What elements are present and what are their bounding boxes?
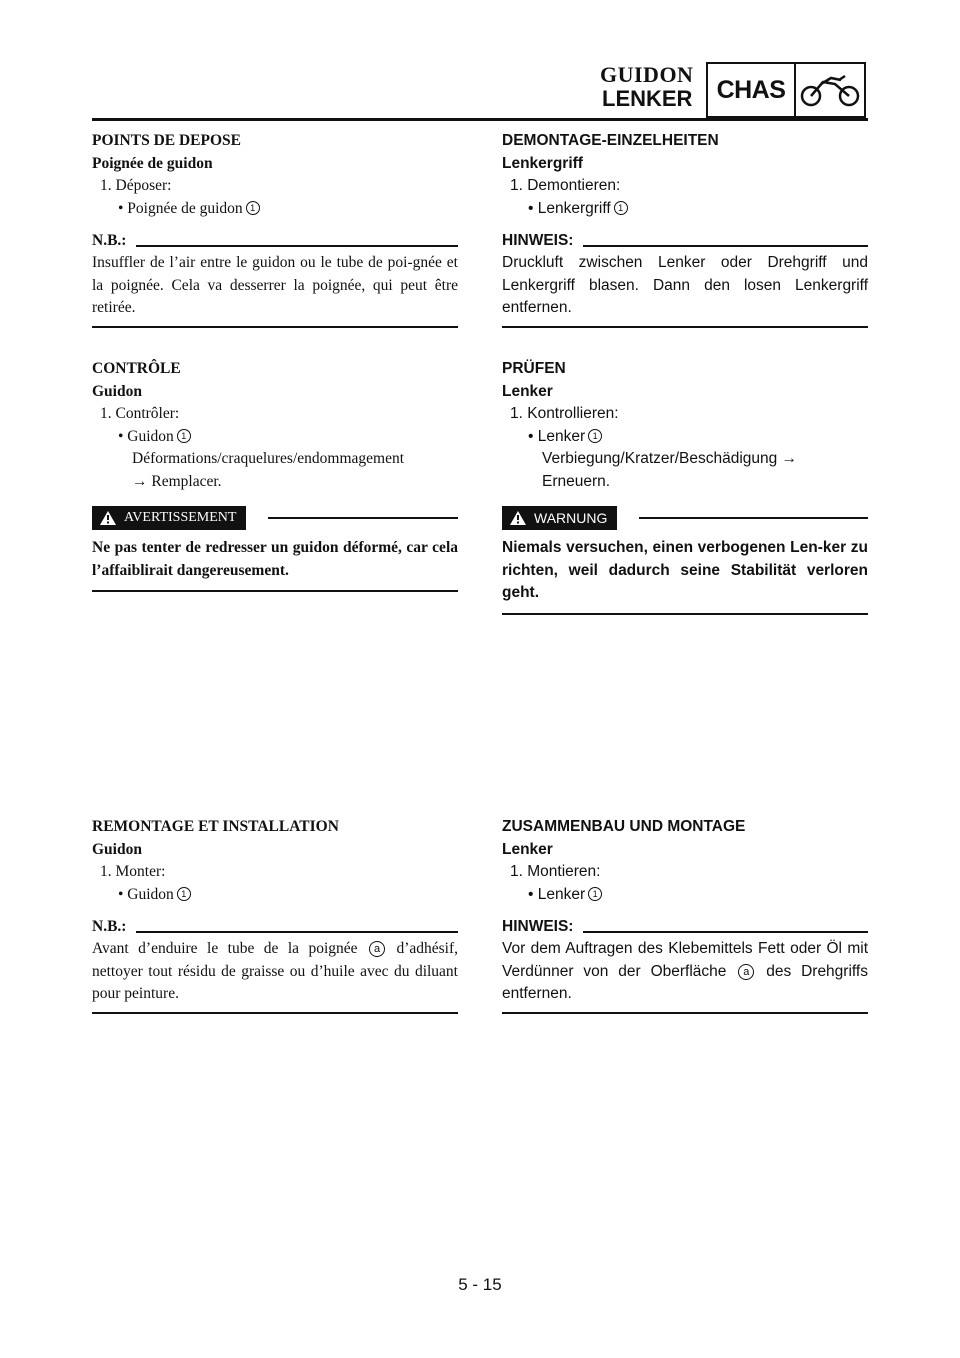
de-note-text: Druckluft zwischen Lenker oder Drehgriff und Lenkergriff blasen. Dann den losen Lenkergriff entfernen.: [502, 254, 868, 316]
warning-triangle-icon: [100, 511, 116, 525]
de-install-item: [502, 884, 868, 907]
ref-marker-a: a: [369, 941, 385, 957]
fr-check-section: [92, 358, 458, 592]
de-check-detail: Verbiegung/Kratzer/Beschädigung →: [542, 450, 798, 467]
header-title-de: LENKER: [602, 86, 693, 111]
header-title-fr: GUIDON: [600, 62, 694, 87]
de-removal-item: [502, 198, 868, 221]
fr-removal-section: [92, 130, 458, 328]
ref-marker-1: 1: [588, 429, 602, 443]
de-removal-section: [502, 130, 868, 328]
de-install-step: 1. Montieren:: [510, 863, 601, 880]
de-check-sub: Lenker: [502, 382, 553, 400]
ref-marker-1: 1: [588, 887, 602, 901]
ref-marker-1: 1: [246, 201, 260, 215]
de-note-header: [502, 230, 868, 252]
fr-note2-header: [92, 916, 458, 938]
fr-check-item: [92, 426, 458, 449]
fr-note-header: [92, 230, 458, 252]
de-removal-item-text: • Lenkergriff: [528, 199, 611, 217]
de-warning-header: [502, 505, 868, 531]
fr-check-heading: CONTRÔLE: [92, 360, 181, 377]
de-removal-heading: DEMONTAGE-EINZELHEITEN: [502, 132, 719, 149]
warning-triangle-icon: [510, 511, 526, 525]
de-check-item: [502, 426, 868, 449]
fr-warning-badge: [92, 506, 246, 530]
de-install-heading: ZUSAMMENBAU UND MONTAGE: [502, 818, 746, 835]
de-note2-label: HINWEIS:: [502, 917, 574, 935]
fr-check-item-text: • Guidon: [118, 427, 174, 445]
fr-warning-label: AVERTISSEMENT: [124, 509, 237, 525]
ref-marker-1: 1: [177, 429, 191, 443]
fr-install-sub: Guidon: [92, 840, 142, 858]
ref-marker-1: 1: [614, 201, 628, 215]
de-note2-text-1: Vor dem Auftragen des Klebemittels Fett oder Öl mit Verdünner von der Oberfläche: [502, 940, 868, 980]
fr-note2-text-1: Avant d’enduire le tube de la poignée: [92, 940, 358, 957]
de-note2-text-2: des Drehgriffs entfernen.: [502, 962, 868, 1002]
section-code: CHAS: [708, 64, 796, 116]
fr-note2-end-rule: [92, 1012, 458, 1014]
de-warning-end-rule: [502, 613, 868, 615]
fr-removal-item: [92, 198, 458, 221]
de-removal-sub: Lenkergriff: [502, 154, 583, 172]
de-warning-text: Niemals versuchen, einen verbogenen Len-ker zu richten, weil dadurch seine Stabilität verloren geht.: [502, 539, 868, 601]
fr-removal-heading: POINTS DE DEPOSE: [92, 132, 242, 149]
page-number: 5 - 15: [458, 1275, 502, 1294]
fr-note2-text-2: d’adhésif, nettoyer tout résidu de graisse ou d’huile avec du diluant pour peinture.: [92, 940, 459, 1002]
fr-install-heading: REMONTAGE ET INSTALLATION: [92, 818, 339, 835]
de-check-action: Erneuern.: [542, 472, 611, 490]
fr-warning-header: [92, 505, 458, 531]
fr-check-action: → Remplacer.: [132, 472, 222, 490]
fr-removal-step: 1. Déposer:: [100, 177, 172, 194]
fr-note-end-rule: [92, 326, 458, 328]
fr-install-item-text: • Guidon: [118, 885, 174, 903]
de-note-label: HINWEIS:: [502, 231, 574, 249]
fr-check-sub: Guidon: [92, 382, 142, 400]
ref-marker-a: a: [738, 964, 754, 980]
de-install-item-text: • Lenker: [528, 885, 586, 903]
de-note2-text: [502, 938, 868, 1006]
de-install-sub: Lenker: [502, 840, 553, 858]
de-check-heading: PRÜFEN: [502, 360, 566, 377]
fr-note-label: N.B.:: [92, 231, 127, 249]
de-note-end-rule: [502, 326, 868, 328]
fr-note-text: Insuffler de l’air entre le guidon ou le tube de poi-gnée et la poignée. Cela va desserrer la poignée, qui peut être retirée.: [92, 254, 458, 316]
fr-note2-text: [92, 938, 458, 1006]
de-removal-step: 1. Demontieren:: [510, 177, 621, 194]
de-check-item-text: • Lenker: [528, 427, 586, 445]
de-check-section: [502, 358, 868, 615]
fr-check-step: 1. Contrôler:: [100, 405, 180, 422]
header-rule: [92, 118, 868, 121]
fr-removal-sub: Poignée de guidon: [92, 154, 213, 172]
fr-warning-end-rule: [92, 590, 458, 592]
de-check-step: 1. Kontrollieren:: [510, 405, 619, 422]
fr-install-step: 1. Monter:: [100, 863, 166, 880]
section-badge: [706, 62, 866, 118]
de-note2-header: [502, 916, 868, 938]
fr-warning-text: Ne pas tenter de redresser un guidon déformé, car cela l’affaiblirait dangereusement.: [92, 539, 458, 579]
de-warning-label: WARNUNG: [534, 509, 608, 526]
motorcycle-icon: [796, 64, 864, 116]
fr-check-detail: Déformations/craquelures/endommagement: [132, 450, 405, 467]
de-note2-end-rule: [502, 1012, 868, 1014]
fr-note2-label: N.B.:: [92, 917, 127, 935]
de-warning-badge: [502, 506, 617, 530]
de-install-section: [502, 816, 868, 1014]
fr-install-item: [92, 884, 458, 907]
fr-removal-item-text: • Poignée de guidon: [118, 199, 243, 217]
fr-install-section: [92, 816, 458, 1014]
ref-marker-1: 1: [177, 887, 191, 901]
